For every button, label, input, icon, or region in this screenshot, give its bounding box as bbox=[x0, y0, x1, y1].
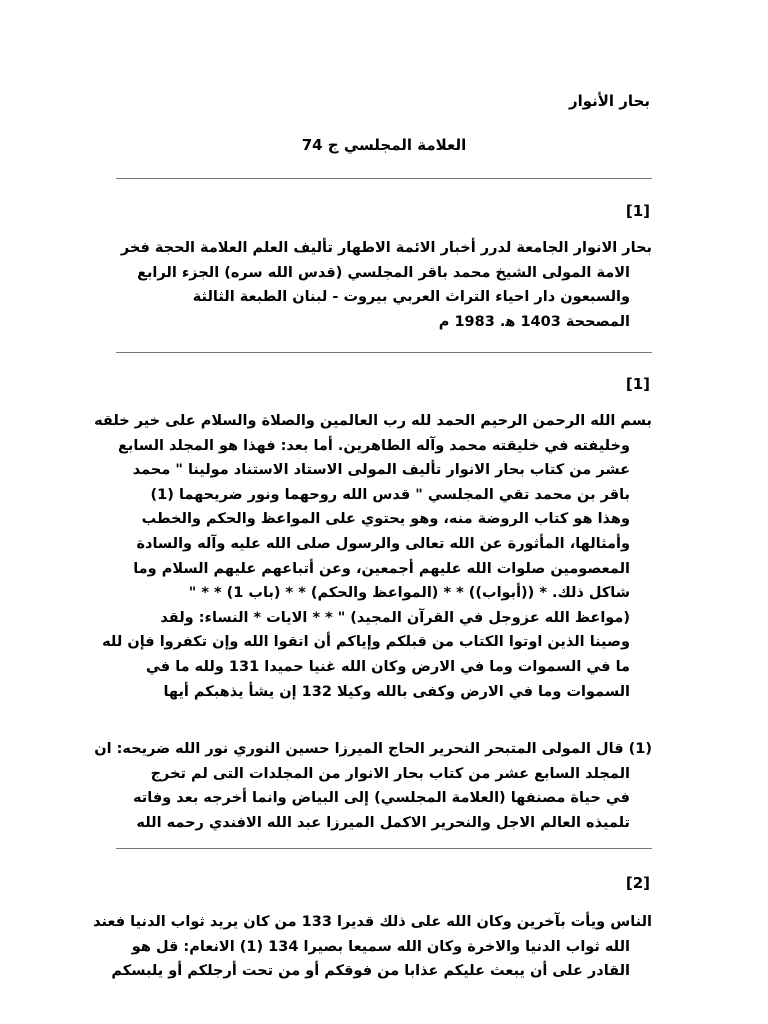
text-line: المصححة 1403 ه‍. 1983 م bbox=[438, 313, 630, 330]
text-line: السموات وما في الارض وكفى بالله وكيلا 132 إن يشأ يذهبكم أيها bbox=[163, 683, 630, 700]
text-line: وهذا هو كتاب الروضة منه، وهو يحتوي على المواعظ والحكم والخطب bbox=[141, 511, 630, 528]
divider bbox=[116, 352, 652, 353]
text-line: المعصومين صلوات الله عليهم أجمعين، وعن أتباعهم عليهم السلام وما bbox=[133, 560, 630, 577]
text-line: بسم الله الرحمن الرحيم الحمد لله رب العالمين والصلاة والسلام على خير خلقه bbox=[94, 413, 652, 429]
divider bbox=[116, 848, 652, 849]
footnote bbox=[94, 737, 652, 835]
text-line: عشر من كتاب بحار الانوار تأليف المولى الاستاد الاستناد مولينا " محمد bbox=[132, 462, 630, 479]
page-number: [2] bbox=[625, 874, 650, 892]
body-paragraph bbox=[94, 409, 652, 704]
text-line: في حياة مصنفها (العلامة المجلسي) إلى البياض وانما أخرجه بعد وفاته bbox=[133, 790, 630, 807]
page-number: [1] bbox=[625, 202, 650, 220]
text-line: ما في السموات وما في الارض وكان الله غنيا حميدا 131 ولله ما في bbox=[145, 658, 630, 675]
body-paragraph bbox=[93, 910, 652, 984]
text-line: القادر على أن يبعث عليكم عذابا من فوقكم أو من تحت أرجلكم أو يلبسكم bbox=[111, 963, 630, 980]
text-line: والسبعون دار احياء التراث العربي بيروت - لبنان الطبعة الثالثة bbox=[192, 289, 630, 306]
text-line: وصينا الذين اوتوا الكتاب من قبلكم وإياكم أن اتقوا الله وإن تكفروا فإن لله bbox=[102, 634, 630, 651]
text-line: الامة المولى الشيخ محمد باقر المجلسي (قدس الله سره) الجزء الرابع bbox=[137, 264, 630, 281]
text-line: (مواعظ الله عزوجل في القرآن المجيد) " * * الايات * النساء: ولقد bbox=[160, 609, 630, 626]
text-line: الله ثواب الدنيا والاخرة وكان الله سميعا بصيرا 134 (1) الانعام: قل هو bbox=[131, 938, 630, 955]
publication-info bbox=[112, 236, 652, 334]
volume-subtitle: العلامة المجلسي ج 74 bbox=[301, 136, 467, 154]
text-line: باقر بن محمد تقي المجلسي " قدس الله روحهما ونور ضريحهما (1) bbox=[150, 486, 630, 503]
text-line: تلميذه العالم الاجل والنحرير الاكمل الميرزا عبد الله الافندي رحمه الله bbox=[136, 814, 630, 831]
text-line: وخليفته في خليقته محمد وآله الطاهرين. أما بعد: فهذا هو المجلد السابع bbox=[118, 437, 630, 454]
text-line: (1) قال المولى المتبحر النحرير الحاج الميرزا حسين النوري نور الله ضريحه: ان bbox=[94, 741, 652, 757]
text-line: بحار الانوار الجامعة لدرر أخبار الائمة الاطهار تأليف العلم العلامة الحجة فخر bbox=[120, 240, 652, 256]
text-line: المجلد السابع عشر من كتاب بحار الانوار من المجلدات التى لم تخرج bbox=[150, 765, 630, 782]
page-number: [1] bbox=[625, 375, 650, 393]
text-line: وأمثالها، المأثورة عن الله تعالى والرسول صلى الله عليه وآله والسادة bbox=[136, 535, 630, 552]
text-line: الناس ويأت بآخرين وكان الله على ذلك قديرا 133 من كان يريد ثواب الدنيا فعند bbox=[93, 914, 652, 930]
divider bbox=[116, 178, 652, 179]
text-line: شاكل ذلك. * ((أبواب)) * * (المواعظ والحكم) * * (باب 1) * * " bbox=[188, 585, 630, 602]
book-title: بحار الأنوار bbox=[568, 92, 650, 110]
